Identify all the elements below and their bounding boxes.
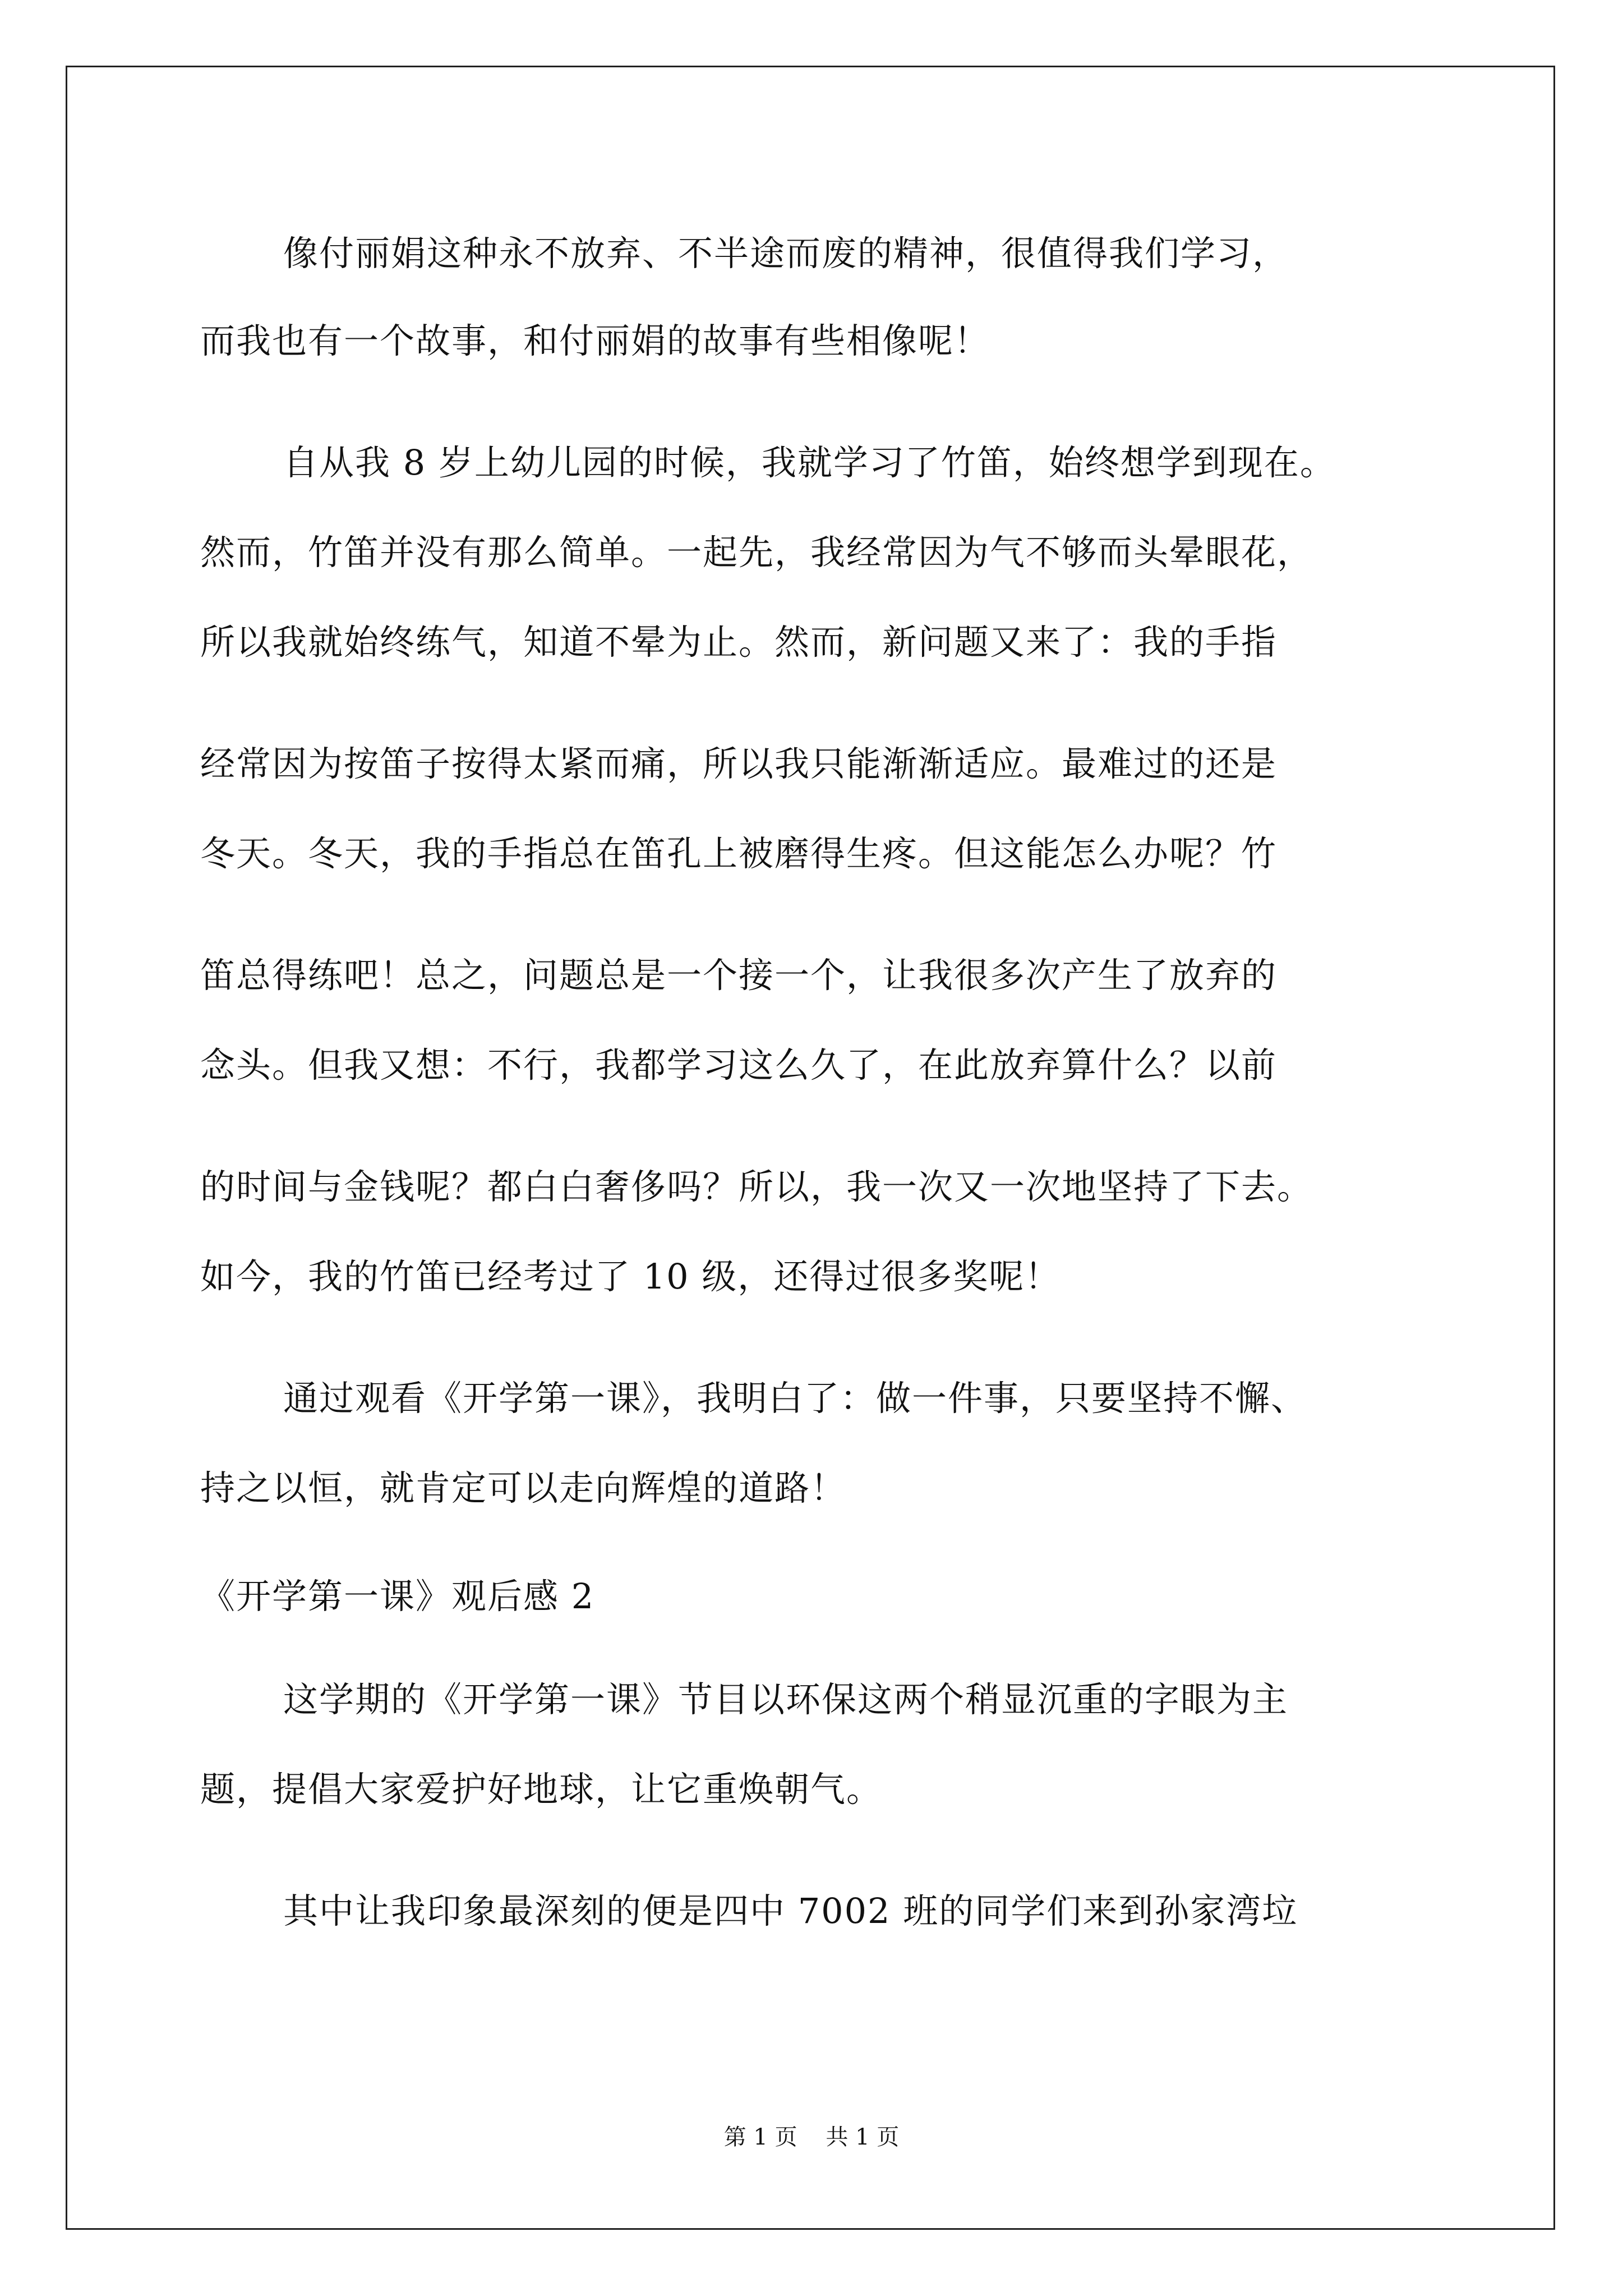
paragraph-line: 通过观看《开学第一课》，我明白了：做一件事，只要坚持不懈、 bbox=[283, 1378, 1307, 1419]
paragraph-line: 像付丽娟这种永不放弃、不半途而废的精神，很值得我们学习， bbox=[283, 233, 1289, 274]
paragraph-line: 自从我 8 岁上幼儿园的时候，我就学习了竹笛，始终想学到现在。 bbox=[283, 442, 1336, 483]
paragraph-line: 念头。但我又想：不行，我都学习这么久了，在此放弃算什么？以前 bbox=[200, 1045, 1278, 1085]
paragraph-line: 然而，竹笛并没有那么简单。一起先，我经常因为气不够而头晕眼花， bbox=[200, 532, 1313, 573]
paragraph-line: 这学期的《开学第一课》节目以环保这两个稍显沉重的字眼为主 bbox=[283, 1679, 1289, 1720]
paragraph-line: 其中让我印象最深刻的便是四中 7002 班的同学们来到孙家湾垃 bbox=[283, 1890, 1298, 1931]
paragraph-line: 的时间与金钱呢？都白白奢侈吗？所以，我一次又一次地坚持了下去。 bbox=[200, 1166, 1313, 1207]
paragraph-line: 冬天。冬天，我的手指总在笛孔上被磨得生疼。但这能怎么办呢？竹 bbox=[200, 833, 1278, 874]
paragraph-line: 持之以恒，就肯定可以走向辉煌的道路！ bbox=[200, 1467, 847, 1508]
paragraph-line: 而我也有一个故事，和付丽娟的故事有些相像呢！ bbox=[200, 320, 990, 361]
paragraph-line: 所以我就始终练气，知道不晕为止。然而，新问题又来了：我的手指 bbox=[200, 622, 1278, 662]
paragraph-line: 经常因为按笛子按得太紧而痛，所以我只能渐渐适应。最难过的还是 bbox=[200, 743, 1278, 784]
paragraph-line: 如今，我的竹笛已经考过了 10 级，还得过很多奖呢！ bbox=[200, 1256, 1061, 1297]
paragraph-line: 题，提倡大家爱护好地球，让它重焕朝气。 bbox=[200, 1769, 883, 1810]
section-heading: 《开学第一课》观后感 2 bbox=[200, 1576, 595, 1617]
paragraph-line: 笛总得练吧！总之，问题总是一个接一个，让我很多次产生了放弃的 bbox=[200, 955, 1278, 996]
page-number-footer: 第 1 页 共 1 页 bbox=[723, 2124, 900, 2150]
